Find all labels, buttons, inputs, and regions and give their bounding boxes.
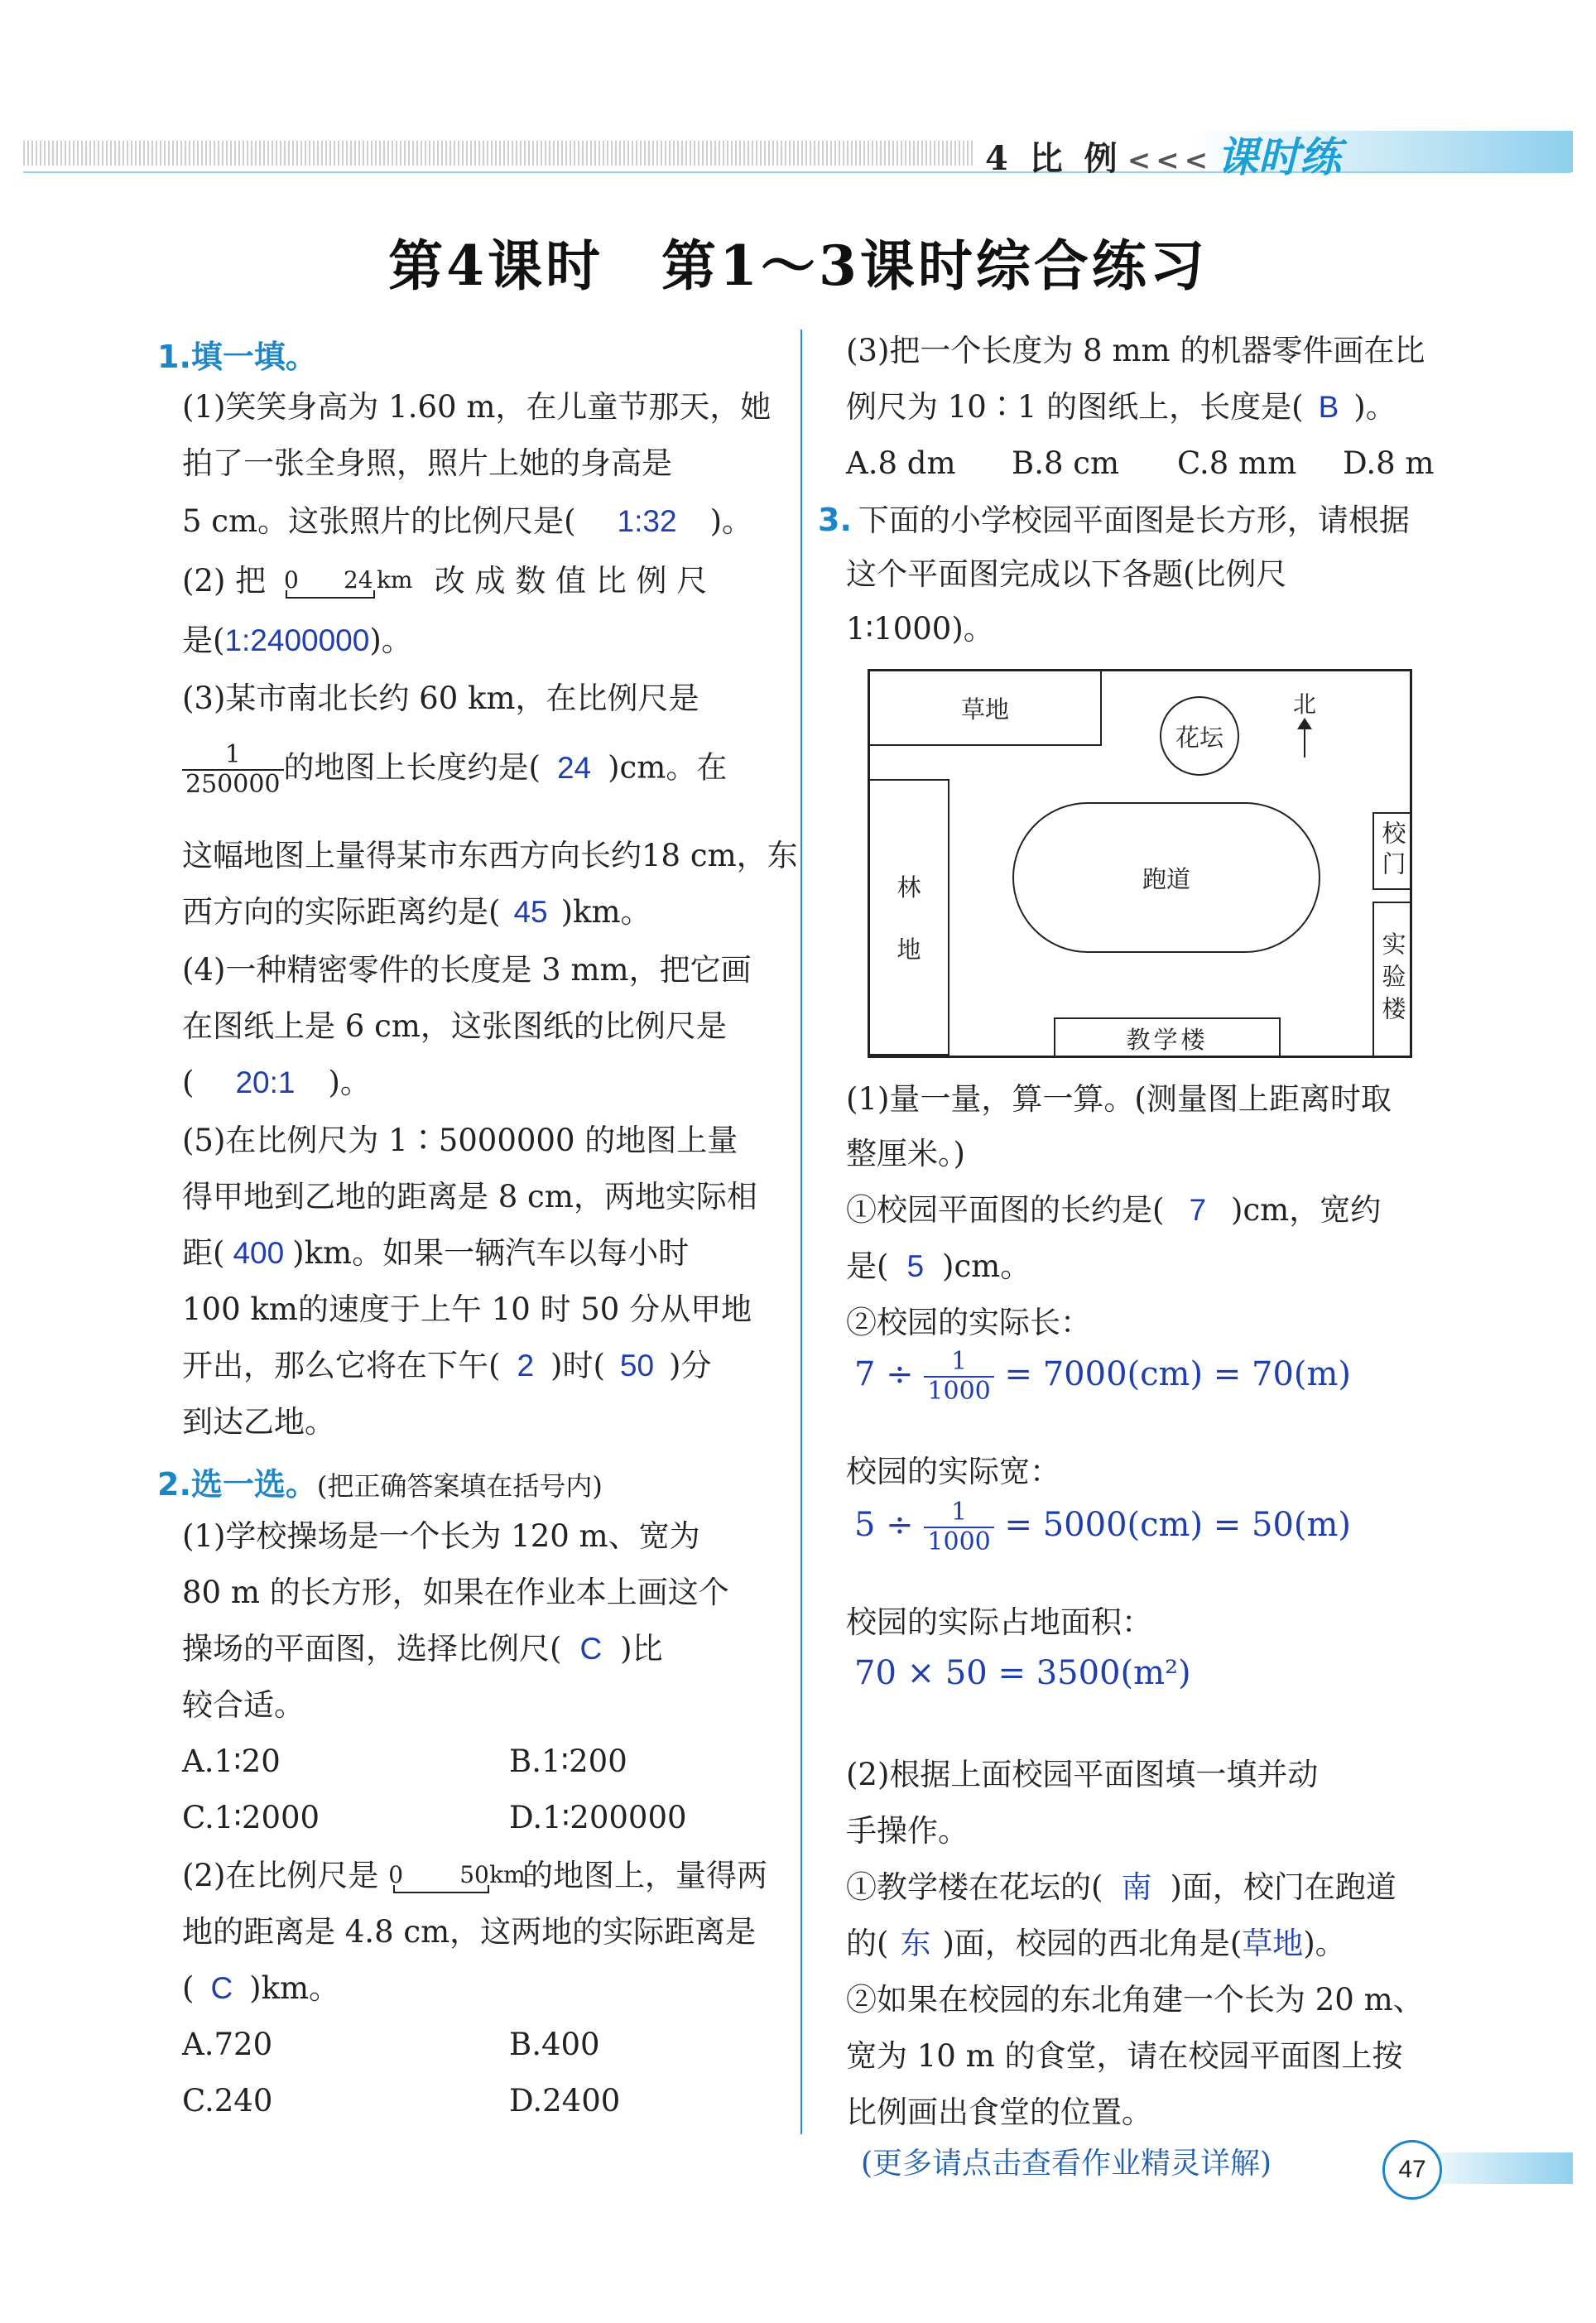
q2-p1-option-b: B.1∶200: [509, 1743, 627, 1779]
q3-s2-line1: (2)根据上面校园平面图填一填并动: [846, 1757, 1319, 1792]
answer: 24: [556, 750, 592, 785]
q1-p3-line3: 这幅地图上量得某市东西方向长约18 cm，东: [182, 838, 798, 873]
q1-p1-line1: (1)笑笑身高为 1.60 m，在儿童节那天，她: [182, 389, 772, 425]
q1-p5-line6: 到达乙地。: [182, 1404, 335, 1440]
line-scale-24km: 0 24 km: [284, 567, 383, 600]
answer: 1:32: [617, 504, 677, 538]
map-teaching-building: 教学楼: [1054, 1017, 1281, 1057]
q1-p1-line2: 拍了一张全身照，照片上她的身高是: [182, 445, 672, 481]
q2-p2-line3: ( C )km。: [182, 1970, 340, 2006]
q2-p1-option-c: C.1∶2000: [182, 1800, 320, 1835]
answer: 2: [517, 1349, 535, 1383]
q2-p1-option-a: A.1∶20: [182, 1743, 281, 1779]
q3-line3: 1∶1000)。: [846, 611, 994, 647]
q1-p5-line3: 距( 400 )km。如果一辆汽车以每小时: [182, 1235, 690, 1271]
map-grass: 草地: [870, 671, 1102, 746]
q2-p3-line2: 例尺为 10∶1 的图纸上，长度是( B )。: [846, 389, 1396, 425]
q2-p1-line1: (1)学校操场是一个长为 120 m、宽为: [182, 1518, 700, 1554]
q1-p1-line3: 5 cm。这张照片的比例尺是( 1:32 )。: [182, 503, 752, 539]
map-gate: 校门: [1372, 812, 1412, 890]
north-arrowhead-icon: [1297, 718, 1312, 729]
q1-p5-line1: (5)在比例尺为 1∶5000000 的地图上量: [182, 1123, 738, 1158]
q3-line2: 这个平面图完成以下各题(比例尺: [846, 556, 1287, 592]
scale-fraction: $\frac{1}{250000}$: [182, 741, 284, 799]
line-scale-50km: 0 50 km: [388, 1862, 512, 1895]
q2-p1-option-d: D.1∶200000: [509, 1800, 687, 1835]
q1-p4-line1: (4)一种精密零件的长度是 3 mm，把它画: [182, 952, 752, 988]
q3-line1: 3. 下面的小学校园平面图是长方形，请根据: [818, 502, 1410, 538]
q1-p2-line1: (2) 把 0 24 km 改 成 数 值 比 例 尺: [182, 563, 708, 599]
q3-s2-line7: 比例画出食堂的位置。: [846, 2095, 1152, 2130]
calc-actual-width: 5 ÷ $\frac{1}{1000}$ = 5000(cm) = 50(m): [854, 1498, 1352, 1556]
q1-p5-line4: 100 km的速度于上午 10 时 50 分从甲地: [182, 1291, 752, 1327]
q3-s2-line3: ①教学楼在花坛的( 南 )面，校门在跑道: [846, 1869, 1396, 1905]
column-divider: [800, 329, 802, 2134]
map-track: 跑道: [1012, 802, 1320, 953]
q1-p4-line2: 在图纸上是 6 cm，这张图纸的比例尺是: [182, 1008, 727, 1044]
answer: 东: [900, 1926, 931, 1960]
q2-p2-line2: 地的距离是 4.8 cm，这两地的实际距离是: [182, 1914, 757, 1950]
q1-p3-line1: (3)某市南北长约 60 km，在比例尺是: [182, 681, 699, 716]
brand-logo: 课时练: [1217, 133, 1341, 181]
map-flowerbed: 花坛: [1160, 696, 1239, 776]
answer: B: [1318, 390, 1339, 424]
q2-p2-option-c: C.240: [182, 2083, 273, 2119]
q2-p3-line1: (3)把一个长度为 8 mm 的机器零件画在比: [846, 333, 1425, 368]
q1-p3-line4: 西方向的实际距离约是( 45 )km。: [182, 894, 651, 930]
q1-p3-line2: $\frac{1}{250000}$ 的地图上长度约是( 24 )cm。在: [182, 741, 727, 799]
q2-p3-option-d: D.8 m: [1343, 445, 1435, 481]
answer: 草地: [1242, 1926, 1304, 1960]
q1-p4-line3: ( 20:1 )。: [182, 1065, 371, 1100]
q3-s2-line6: 宽为 10 m 的食堂，请在校园平面图上按: [846, 2038, 1403, 2074]
q3-s2-line4: 的( 东 )面，校园的西北角是(草地)。: [846, 1926, 1346, 1961]
q2-p1-line2: 80 m 的长方形，如果在作业本上画这个: [182, 1575, 729, 1610]
q1-p5-line2: 得甲地到乙地的距离是 8 cm，两地实际相: [182, 1179, 757, 1214]
answer: 400: [233, 1236, 285, 1270]
q3-s1-line2: 整厘米。): [846, 1136, 965, 1171]
map-forest: 林 地: [870, 779, 949, 1056]
q2-p2-option-d: D.2400: [509, 2083, 621, 2119]
q3-s2-line5: ②如果在校园的东北角建一个长为 20 m、: [846, 1982, 1424, 2018]
q2-heading: 2.选一选。(把正确答案填在括号内): [157, 1466, 603, 1503]
map-lab: 实验楼: [1372, 902, 1412, 1056]
q3-s1-line1: (1)量一量，算一算。(测量图上距离时取: [846, 1081, 1392, 1117]
q1-p5-line5: 开出，那么它将在下午( 2 )时( 50 )分: [182, 1348, 712, 1383]
q3-s2-line2: 手操作。: [846, 1813, 969, 1849]
answer: C: [210, 1971, 233, 2005]
answer: 20:1: [235, 1065, 296, 1099]
q2-p3-option-b: B.8 cm: [1012, 445, 1120, 481]
q3-s1-line6: 校园的实际宽：: [846, 1454, 1060, 1489]
arrows-icon: <<<: [1127, 144, 1214, 177]
more-details-link[interactable]: (更多请点击查看作业精灵详解): [861, 2147, 1272, 2181]
page-title: 第4课时 第1～3课时综合练习: [388, 233, 1208, 298]
answer: 南: [1121, 1870, 1152, 1904]
answer: 50: [619, 1349, 655, 1383]
campus-map: [868, 669, 1412, 1058]
q3-s1-line3: ①校园平面图的长约是( 7 )cm，宽约: [846, 1192, 1382, 1228]
q2-p3-option-c: C.8 mm: [1177, 445, 1297, 481]
q2-p2-option-b: B.400: [509, 2027, 600, 2062]
q1-p2-line2: 是(1:2400000)。: [182, 623, 412, 658]
q2-p3-option-a: A.8 dm: [846, 445, 956, 481]
answer: 5: [906, 1249, 925, 1283]
answer: 7: [1189, 1193, 1207, 1227]
q2-p2-line1: (2)在比例尺是 0 50 km 的地图上，量得两: [182, 1858, 767, 1893]
chapter-label: 4 比 例 <<<: [985, 139, 1214, 178]
q2-p2-option-a: A.720: [182, 2027, 273, 2062]
answer: 45: [513, 895, 548, 929]
answer: 1:2400000: [224, 623, 370, 657]
q2-p1-line3: 操场的平面图，选择比例尺( C )比: [182, 1631, 663, 1666]
answer: C: [579, 1632, 603, 1666]
north-label: 北: [1292, 690, 1316, 718]
header-decoration-strip: [23, 141, 975, 166]
q3-s1-line7: 校园的实际占地面积：: [846, 1604, 1152, 1640]
page-number: 47: [1382, 2140, 1442, 2200]
q2-p1-line4: 较合适。: [182, 1687, 305, 1723]
q3-s1-line5: ②校园的实际长：: [846, 1305, 1091, 1340]
calc-actual-length: 7 ÷ $\frac{1}{1000}$ = 7000(cm) = 70(m): [854, 1347, 1352, 1406]
q3-s1-line4: 是( 5 )cm。: [846, 1248, 1031, 1284]
calc-area: 70 × 50 = 3500(m²): [854, 1654, 1191, 1692]
q1-heading: 1.填一填。: [157, 339, 317, 375]
